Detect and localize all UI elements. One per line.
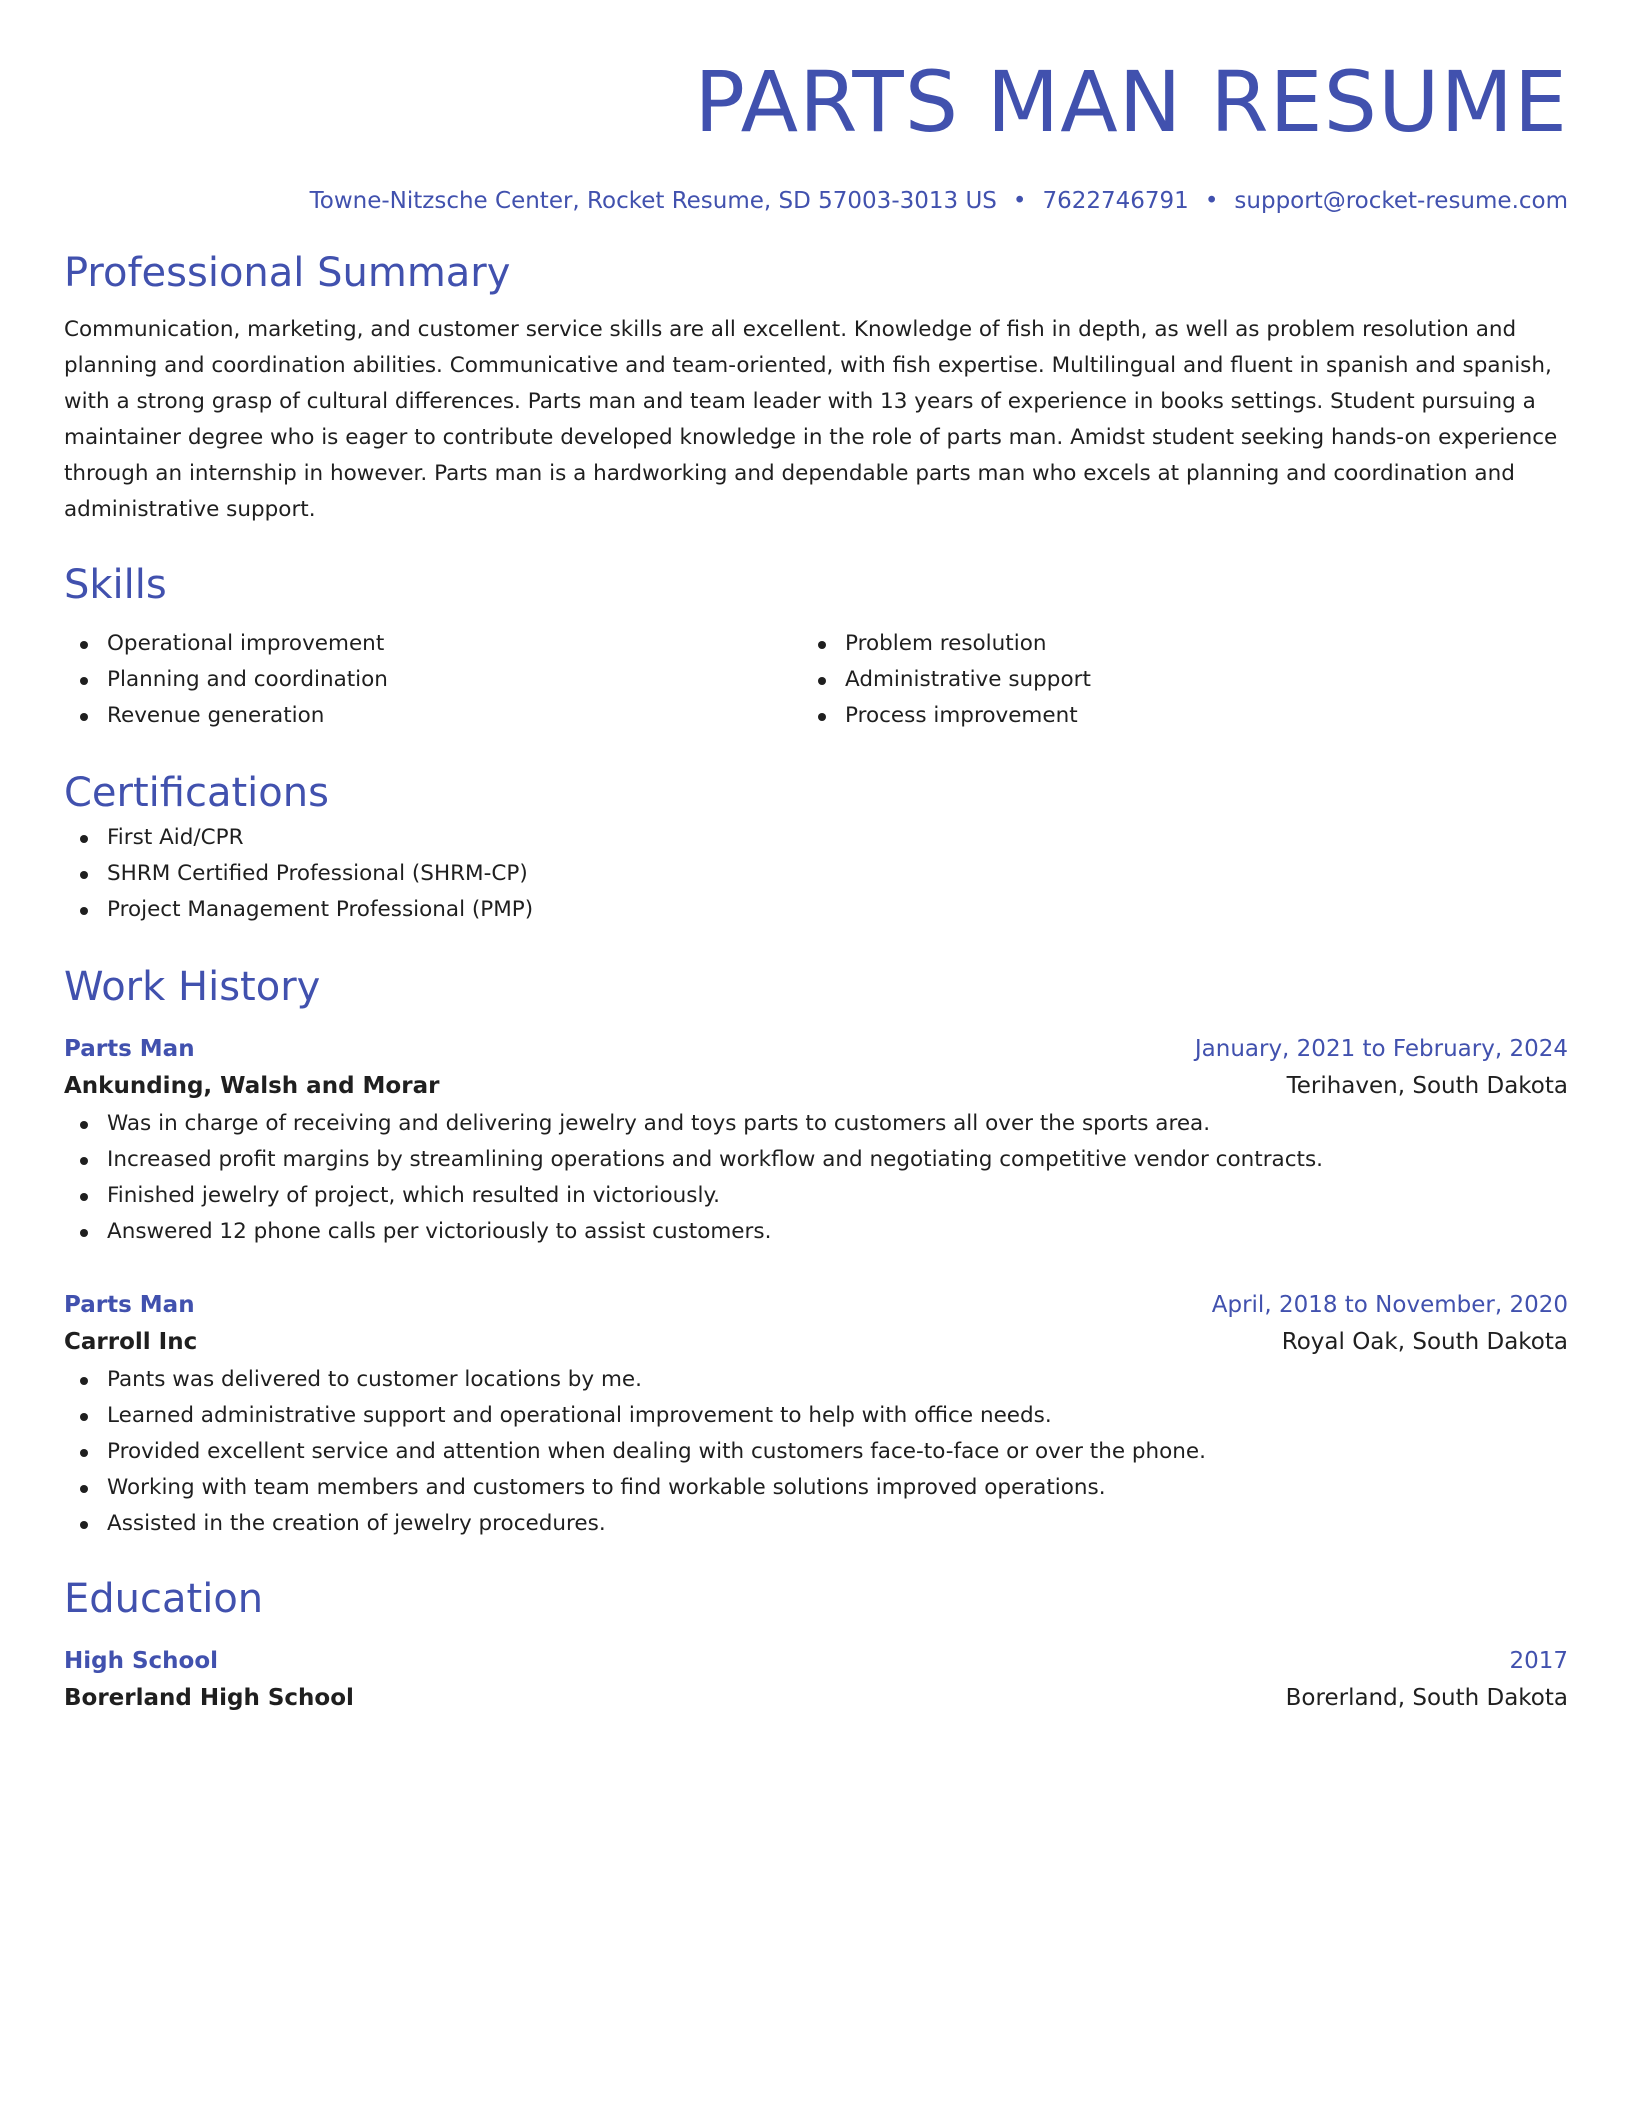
job-dates: January, 2021 to February, 2024 (1194, 1036, 1568, 1062)
resume-title: PARTS MAN RESUME (694, 53, 1568, 151)
skills-column-left (64, 626, 802, 734)
contact-separator: • (1012, 188, 1027, 214)
contact-separator: • (1204, 188, 1219, 214)
contact-address: Towne-Nitzsche Center, Rocket Resume, SD 57003-3013 US (309, 188, 997, 214)
contact-phone: 7622746791 (1042, 188, 1189, 214)
job-title: Parts Man (64, 1292, 195, 1318)
job-employer: Carroll Inc (64, 1329, 198, 1355)
skills-column-right (802, 626, 1540, 734)
job-duties-list (64, 1362, 1568, 1542)
education-entry (64, 1644, 1568, 1718)
skill-item: Process improvement (802, 698, 1540, 734)
job-dates: April, 2018 to November, 2020 (1211, 1292, 1568, 1318)
job-duty: Pants was delivered to customer locations by me. (64, 1362, 1568, 1398)
skills-section (64, 558, 1568, 734)
certifications-list (64, 820, 1568, 928)
education-degree: High School (64, 1648, 219, 1674)
skill-item: Planning and coordination (64, 662, 802, 698)
certifications-heading: Certifications (64, 770, 329, 816)
education-heading: Education (64, 1576, 264, 1622)
job-employer: Ankunding, Walsh and Morar (64, 1073, 440, 1099)
contact-line (64, 186, 1568, 216)
skill-item: Operational improvement (64, 626, 802, 662)
certification-item: Project Management Professional (PMP) (64, 892, 1568, 928)
job-duty: Increased profit margins by streamlining operations and workflow and negotiating competitive vendor contracts. (64, 1142, 1568, 1178)
job-duties-list (64, 1106, 1568, 1250)
job-location: Terihaven, South Dakota (1286, 1073, 1568, 1099)
job-duty: Answered 12 phone calls per victoriously to assist customers. (64, 1214, 1568, 1250)
job-title: Parts Man (64, 1036, 195, 1062)
job-location: Royal Oak, South Dakota (1281, 1329, 1568, 1355)
skill-item: Revenue generation (64, 698, 802, 734)
job-duty: Finished jewelry of project, which resulted in victoriously. (64, 1178, 1568, 1214)
job-duty: Was in charge of receiving and delivering jewelry and toys parts to customers all over the sports area. (64, 1106, 1568, 1142)
resume-header (64, 50, 1568, 216)
job-entry (64, 1032, 1568, 1250)
job-duty: Provided excellent service and attention when dealing with customers face-to-face or over the phone. (64, 1434, 1568, 1470)
job-duty: Learned administrative support and operational improvement to help with office needs. (64, 1398, 1568, 1434)
certification-item: SHRM Certified Professional (SHRM-CP) (64, 856, 1568, 892)
certification-item: First Aid/CPR (64, 820, 1568, 856)
job-header-row (64, 1032, 1568, 1066)
skills-grid (64, 626, 1568, 734)
job-entry (64, 1288, 1568, 1542)
summary-section (64, 246, 1568, 528)
education-header-row (64, 1644, 1568, 1678)
education-section (64, 1572, 1568, 1718)
contact-email: support@rocket-resume.com (1234, 188, 1568, 214)
skill-item: Problem resolution (802, 626, 1540, 662)
job-duty: Assisted in the creation of jewelry procedures. (64, 1506, 1568, 1542)
skill-item: Administrative support (802, 662, 1540, 698)
education-year: 2017 (1509, 1648, 1568, 1674)
education-school: Borerland High School (64, 1685, 354, 1711)
work-history-section (64, 960, 1568, 1542)
job-header-row (64, 1288, 1568, 1322)
education-school-row (64, 1678, 1568, 1718)
summary-heading: Professional Summary (64, 250, 511, 296)
work-history-heading: Work History (64, 964, 321, 1010)
job-duty: Working with team members and customers to find workable solutions improved operations. (64, 1470, 1568, 1506)
job-employer-row (64, 1322, 1568, 1362)
education-location: Borerland, South Dakota (1285, 1685, 1568, 1711)
certifications-section (64, 766, 1568, 928)
job-employer-row (64, 1066, 1568, 1106)
skills-heading: Skills (64, 562, 167, 608)
summary-text: Communication, marketing, and customer service skills are all excellent. Knowledge of fish in depth, as well as problem resolution and planning and coordination abilities. Communicative and team-oriented, with fish expertise. Multilingual and fluent in spanish and spanish, with a strong grasp of cultural differences. Parts man and team leader with 13 years of experience in books settings. Student pursuing a maintainer degree who is eager to contribute developed knowledge in the role of parts man. Amidst student seeking hands-on experience through an internship in however. Parts man is a hardworking and dependable parts man who excels at planning and coordination and administrative support. (64, 317, 1558, 522)
